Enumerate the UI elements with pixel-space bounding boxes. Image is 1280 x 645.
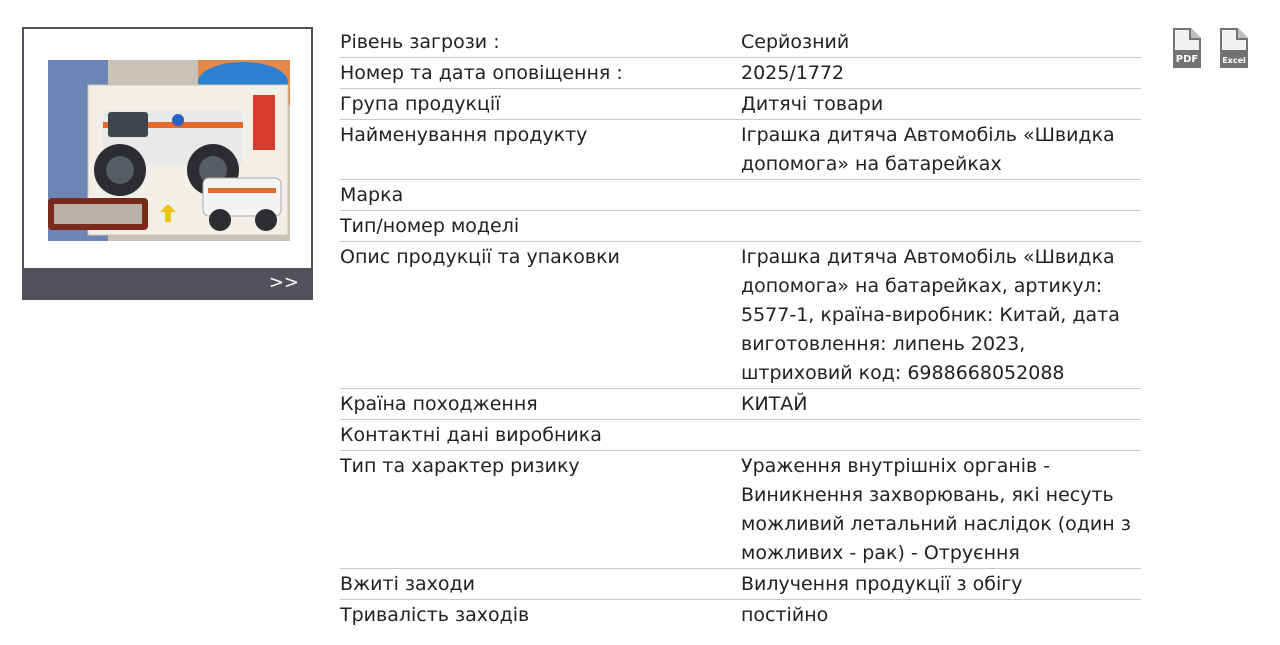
detail-value <box>741 420 1141 451</box>
detail-value: Іграшка дитяча Автомобіль «Швидка допомога» на батарейках <box>741 120 1141 180</box>
detail-row <box>340 420 1141 451</box>
detail-label: Тип/номер моделі <box>340 211 741 242</box>
toy-ambulance-picture <box>48 60 290 241</box>
product-details-table <box>340 27 1141 630</box>
detail-row <box>340 242 1141 389</box>
gallery-next-button[interactable]: >> <box>24 268 311 298</box>
detail-row <box>340 89 1141 120</box>
pdf-label: PDF <box>1175 54 1199 65</box>
detail-label: Країна походження <box>340 389 741 420</box>
detail-label: Група продукції <box>340 89 741 120</box>
detail-label: Марка <box>340 180 741 211</box>
detail-row <box>340 180 1141 211</box>
detail-value: постійно <box>741 604 829 626</box>
detail-label: Опис продукції та упаковки <box>340 242 741 389</box>
excel-download-icon[interactable] <box>1220 28 1248 68</box>
excel-label: Excel <box>1222 56 1246 65</box>
detail-row <box>340 58 1141 89</box>
detail-value <box>741 180 1141 211</box>
detail-label: Тривалість заходів <box>340 604 530 626</box>
detail-label: Номер та дата оповіщення : <box>340 58 741 89</box>
product-photo[interactable] <box>48 60 290 241</box>
detail-value: 2025/1772 <box>741 58 1141 89</box>
detail-row <box>340 569 1141 600</box>
detail-row <box>340 27 1141 58</box>
detail-row <box>340 211 1141 242</box>
detail-value: Вилучення продукції з обігу <box>741 569 1141 600</box>
detail-row <box>340 600 1141 631</box>
detail-label: Рівень загрози : <box>340 27 741 58</box>
product-image-card <box>22 27 313 300</box>
detail-value: Іграшка дитяча Автомобіль «Швидка допомога» на батарейках, артикул: 5577-1, країна-виробник: Китай, дата виготовлення: липень 2023, штриховий код: 6988668052088 <box>741 242 1141 389</box>
detail-label: Вжиті заходи <box>340 569 741 600</box>
detail-value <box>741 211 1141 242</box>
detail-label: Тип та характер ризику <box>340 451 741 569</box>
detail-label: Найменування продукту <box>340 120 741 180</box>
detail-row <box>340 389 1141 420</box>
detail-row <box>340 451 1141 569</box>
detail-value: КИТАЙ <box>741 389 1141 420</box>
detail-value: Ураження внутрішніх органів - Виникнення захворювань, які несуть можливий летальний наслідок (один з можливих - рак) - Отруєння <box>741 451 1141 569</box>
detail-label: Контактні дані виробника <box>340 420 741 451</box>
pdf-download-icon[interactable] <box>1173 28 1201 68</box>
detail-value: Дитячі товари <box>741 89 1141 120</box>
detail-value: Серйозний <box>741 27 1141 58</box>
detail-row <box>340 120 1141 180</box>
